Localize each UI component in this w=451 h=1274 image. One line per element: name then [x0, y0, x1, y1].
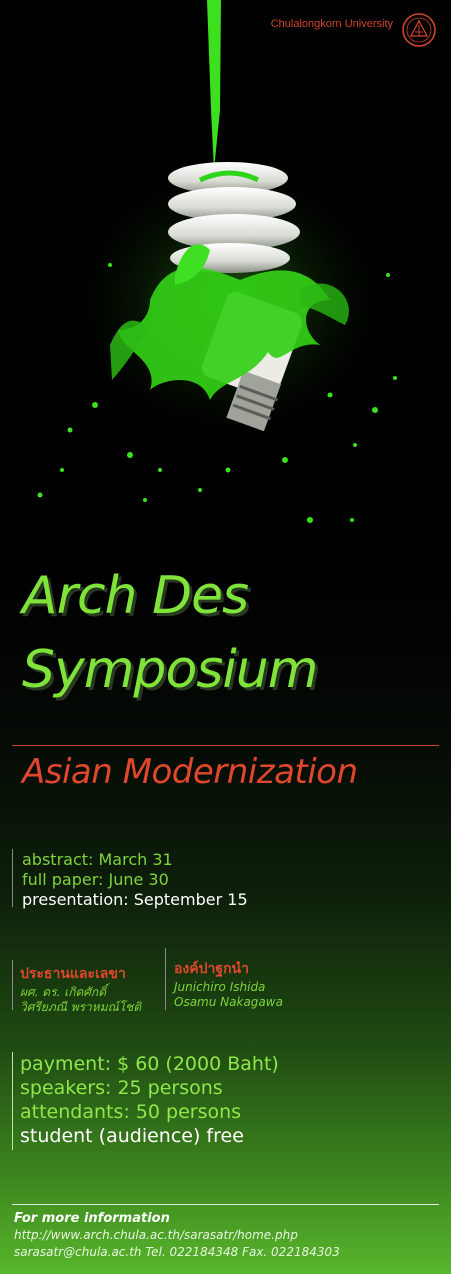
committee-right-bar	[165, 948, 166, 1010]
subtitle: Asian Modernization	[22, 752, 358, 792]
payment-bar	[12, 1052, 13, 1150]
payment-speakers: speakers: 25 persons	[20, 1077, 223, 1099]
dates-bar	[12, 849, 13, 907]
dates-block	[22, 850, 248, 910]
divider-bottom	[12, 1204, 439, 1205]
committee-right-line-1: Junichiro Ishida	[174, 980, 266, 994]
committee-left-heading: ประธานและเลขา	[20, 966, 126, 982]
committee-left	[20, 963, 141, 1015]
title-line-2: Symposium	[22, 640, 318, 700]
footer-heading: For more information	[14, 1211, 170, 1226]
university-name: Chulalongkorn University	[270, 18, 393, 30]
footer-url[interactable]: http://www.arch.chula.ac.th/sarasatr/home.php	[14, 1228, 298, 1242]
splashing-bulb-illustration	[0, 0, 451, 540]
date-presentation: presentation: September 15	[22, 890, 248, 909]
payment-attendants: attendants: 50 persons	[20, 1101, 242, 1123]
date-full-paper: full paper: June 30	[22, 870, 169, 889]
payment-student: student (audience) free	[20, 1125, 244, 1147]
committee-right-heading: องค์ปาฐกนำ	[174, 961, 249, 977]
payment-fee: payment: $ 60 (2000 Baht)	[20, 1053, 279, 1075]
footer-contact: sarasatr@chula.ac.th Tel. 022184348 Fax. 022184303	[14, 1245, 340, 1259]
footer	[14, 1210, 340, 1261]
date-abstract: abstract: March 31	[22, 850, 173, 869]
committee-left-bar	[12, 960, 13, 1010]
committee-right-line-2: Osamu Nakagawa	[174, 995, 283, 1009]
committee-right	[174, 958, 283, 1010]
committee-left-line-2: วิศรียภณี พราหมณ์โชติ	[20, 1000, 142, 1014]
payment-block	[20, 1052, 279, 1148]
title-line-1: Arch Des	[22, 566, 249, 626]
committee-left-line-1: ผศ. ดร. เกิดศักดิ์	[20, 985, 106, 999]
divider-top	[12, 745, 439, 746]
